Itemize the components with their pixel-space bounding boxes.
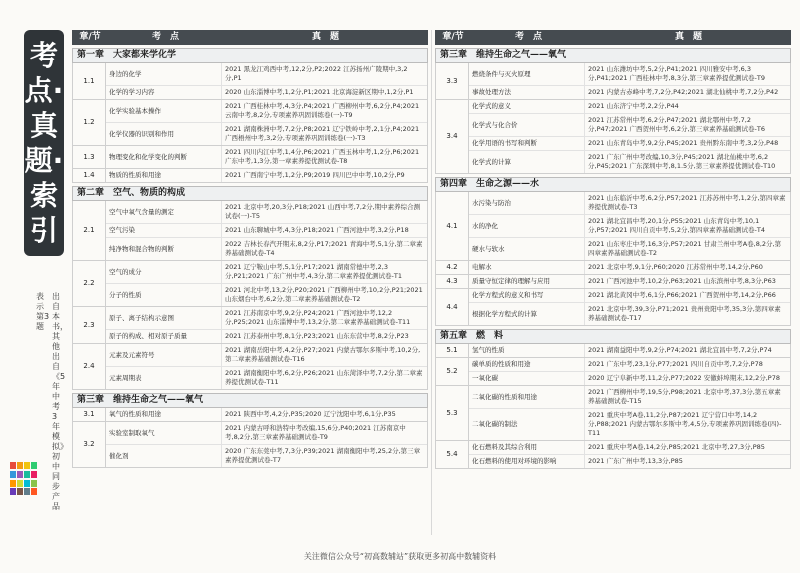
- index-entry: [469, 114, 790, 137]
- exam-question-ref: 2021 黑龙江鸡西中考,12,2分,P2;2022 江苏扬州广陵期中,3,2分,P1: [225, 65, 408, 82]
- section-number: 5.4: [436, 441, 469, 468]
- index-entry: [469, 441, 790, 455]
- color-square: [10, 471, 16, 478]
- knowledge-point: 化石燃料的使用对环境的影响: [469, 455, 585, 468]
- index-entry: [469, 86, 790, 99]
- exam-question-ref: 2020 广东东莞中考,7,3分,P39;2021 湖南衡阳中考,25,2分,第三章素养提优测试卷-T7: [225, 447, 421, 464]
- section-row: [435, 344, 791, 358]
- exam-question-ref: 2021 陕西中考,4,2分,P35;2020 辽宁沈阳中考,6,1分,P35: [225, 410, 396, 418]
- section-row: [435, 441, 791, 469]
- index-entry: [469, 344, 790, 357]
- section-number: 3.1: [73, 408, 106, 421]
- knowledge-point: 二氧化碳的制法: [469, 409, 585, 440]
- exam-question-ref: 2021 辽宁鞍山中考,5,1分,P17;2021 湖南常德中考,2,3分,P21;2021 广东广州中考,4,3分,第二章素养提优测试卷-T1: [225, 263, 402, 280]
- header-questions: 真 题: [674, 32, 702, 42]
- exam-question-ref: 2021 山东聊城中考,4,3分,P18;2021 广西河池中考,3,2分,P18: [225, 226, 409, 234]
- index-entry: [106, 422, 427, 445]
- exam-question-ref: 2021 山东枣庄中考,16,3分,P57;2021 甘肃兰州中考A卷,8,2分,第四章素养基础测试卷-T2: [588, 240, 782, 257]
- index-entry: [469, 386, 790, 409]
- knowledge-point: 催化剂: [106, 445, 222, 467]
- table-header: [435, 30, 791, 45]
- side-spine: [0, 0, 68, 573]
- knowledge-point: 化学仪器的识别和作用: [106, 123, 222, 145]
- section-number: 3.3: [436, 63, 469, 99]
- knowledge-point: 物质的性质和用途: [106, 169, 222, 182]
- index-entry: [106, 238, 427, 260]
- index-entry: [106, 123, 427, 145]
- section-number: 5.1: [436, 344, 469, 357]
- section-row: [435, 100, 791, 174]
- knowledge-point: 化学实验基本操作: [106, 100, 222, 122]
- color-square: [31, 488, 37, 495]
- knowledge-point: 碳单质的性质和用途: [469, 358, 585, 371]
- section-number: 5.2: [436, 358, 469, 385]
- index-entry: [106, 330, 427, 343]
- knowledge-point: 事故处理方法: [469, 86, 585, 99]
- exam-question-ref: 2021 北京中考,39,3分,P71;2021 贵州贵阳中考,35,3分,第四章素养基础测试卷-T17: [588, 305, 781, 322]
- knowledge-point: 空气污染: [106, 224, 222, 237]
- table-header: [72, 30, 428, 45]
- knowledge-point: 化学式与化合价: [469, 114, 585, 136]
- color-square: [24, 471, 30, 478]
- knowledge-point: 化石燃料及其综合利用: [469, 441, 585, 454]
- exam-question-ref: 2020 辽宁阜新中考,11,2分,P77;2022 安徽蚌埠期末,12,2分,P78: [588, 374, 780, 382]
- section-row: [72, 201, 428, 261]
- index-entry: [106, 146, 427, 168]
- section-row: [435, 192, 791, 261]
- index-entry: [106, 445, 427, 467]
- color-square: [24, 480, 30, 487]
- color-square: [10, 480, 16, 487]
- knowledge-point: 化学式的意义: [469, 100, 585, 113]
- section-row: [72, 63, 428, 100]
- section-row: [435, 275, 791, 289]
- knowledge-point: 一氧化碳: [469, 372, 585, 385]
- exam-question-ref: 2021 山东青岛中考,9,2分,P45;2021 贵州黔东南中考,3,2分,P48: [588, 139, 779, 147]
- section-row: [435, 261, 791, 275]
- color-square: [10, 462, 16, 469]
- exam-question-ref: 2022 吉林长春汽开期末,8,2分,P17;2021 青海中考,5,1分,第二章素养基础测试卷-T4: [225, 240, 423, 257]
- index-entry: [106, 344, 427, 367]
- index-entry: [469, 100, 790, 114]
- header-kp: 考 点: [151, 32, 179, 42]
- knowledge-point: 氧气的性质和用途: [106, 408, 222, 421]
- section-number: 2.2: [73, 261, 106, 306]
- exam-question-ref: 2021 江苏泰州中考,8,1分,P23;2021 山东东营中考,8,2分,P23: [225, 332, 409, 340]
- knowledge-point: 化学方程式的意义和书写: [469, 289, 585, 302]
- color-square: [31, 471, 37, 478]
- index-title: 考点·真题·索引: [24, 30, 64, 256]
- index-entry: [106, 63, 427, 86]
- section-row: [72, 100, 428, 146]
- index-entry: [469, 275, 790, 288]
- exam-question-ref: 2021 重庆中考A卷,11,2分,P87;2021 辽宁营口中考,14,2分,P88;2021 内蒙古鄂尔多斯中考,4,5分,专项素养巩固训练卷(四)-T11: [588, 411, 782, 437]
- knowledge-point: 原子的构成、相对原子质量: [106, 330, 222, 343]
- knowledge-point: 分子的性质: [106, 284, 222, 306]
- knowledge-point: 二氧化碳的性质和用途: [469, 386, 585, 408]
- left-column: [72, 30, 428, 468]
- section-row: [72, 169, 428, 183]
- knowledge-point: 空气的成分: [106, 261, 222, 283]
- index-entry: [106, 100, 427, 123]
- section-row: [72, 261, 428, 307]
- section-number: 1.4: [73, 169, 106, 182]
- section-row: [435, 289, 791, 326]
- knowledge-point: 化学用语的书写和判断: [469, 137, 585, 150]
- color-square: [17, 488, 23, 495]
- color-square: [10, 488, 16, 495]
- knowledge-point: 硬水与软水: [469, 238, 585, 260]
- section-number: 4.3: [436, 275, 469, 288]
- exam-question-ref: 2021 湖南衡阳中考,6,2分,P26;2021 山东菏泽中考,7,2分,第二章素养提优测试卷-T11: [225, 369, 423, 386]
- chapter-title: 第二章 空气、物质的构成: [72, 186, 428, 201]
- exam-question-ref: 2021 山东济宁中考,2,2分,P44: [588, 102, 679, 110]
- knowledge-point: 物理变化和化学变化的判断: [106, 146, 222, 168]
- knowledge-point: 燃烧条件与灭火原理: [469, 63, 585, 85]
- exam-question-ref: 2021 广西河池中考,10,2分,P63;2021 山东滨州中考,8,3分,P63: [588, 277, 776, 285]
- index-entry: [106, 408, 427, 421]
- knowledge-point: 水的净化: [469, 215, 585, 237]
- index-entry: [469, 151, 790, 173]
- knowledge-point: 水污染与防治: [469, 192, 585, 214]
- color-square: [17, 471, 23, 478]
- section-row: [72, 307, 428, 344]
- knowledge-point: 根据化学方程式的计算: [469, 303, 585, 325]
- exam-question-ref: 2021 北京中考,20,3分,P18;2021 山西中考,7,2分,期中素养综合测试卷(一)-T5: [225, 203, 421, 220]
- index-entry: [106, 224, 427, 238]
- index-entry: [106, 169, 427, 182]
- section-number: 2.3: [73, 307, 106, 343]
- index-entry: [106, 201, 427, 224]
- exam-question-ref: 2021 四川内江中考,1,4分,P6;2021 广西玉林中考,1,2分,P6;2021 广东中考,1,3分,第一章素养提优测试卷-T8: [225, 148, 420, 165]
- section-number: 3.4: [436, 100, 469, 173]
- exam-question-ref: 2021 湖南益阳中考,9,2分,P74;2021 湖北宜昌中考,7,2分,P74: [588, 346, 772, 354]
- section-number: 5.3: [436, 386, 469, 440]
- index-entry: [469, 303, 790, 325]
- section-row: [72, 422, 428, 468]
- color-square: [24, 488, 30, 495]
- exam-question-ref: 2021 内蒙古呼和浩特中考改编,15,6分,P40;2021 江苏南京中考,8,2分,第三章素养基础测试卷-T9: [225, 424, 406, 441]
- knowledge-point: 电解水: [469, 261, 585, 274]
- exam-question-ref: 2021 湖南株洲中考,7,2分,P8;2021 辽宁铁岭中考,2,1分,P4;2021 广西梧州中考,3,2分,专项素养巩固训练卷(一)-T3: [225, 125, 420, 142]
- color-square: [17, 480, 23, 487]
- color-swatch-logo: [10, 462, 38, 496]
- exam-question-ref: 2020 山东淄博中考,1,2分,P1;2021 北京海淀新区期中,1,2分,P1: [225, 88, 414, 96]
- index-entry: [469, 63, 790, 86]
- knowledge-point: 实验室制取氧气: [106, 422, 222, 444]
- section-row: [435, 63, 791, 100]
- side-note-source: 出自本书，其他出自《5年中考3年模拟》初中同步产品: [52, 292, 68, 511]
- knowledge-point: 原子、离子结构示意图: [106, 307, 222, 329]
- column-divider: [431, 30, 432, 535]
- color-square: [17, 462, 23, 469]
- side-note-mark: 表示第3题: [36, 292, 50, 331]
- footer-note: 关注微信公众号“初高数辅站”获取更多初高中数辅资料: [303, 552, 497, 561]
- exam-question-ref: 2021 北京中考,9,1分,P60;2020 江苏常州中考,14,2分,P60: [588, 263, 763, 271]
- knowledge-point: 纯净物和混合物的判断: [106, 238, 222, 260]
- knowledge-point: 元素周期表: [106, 367, 222, 389]
- header-chapter: 章/节: [442, 32, 464, 42]
- knowledge-point: 元素及元素符号: [106, 344, 222, 366]
- section-row: [72, 146, 428, 169]
- exam-question-ref: 2021 江苏常州中考,6,2分,P47;2021 湖北鄂州中考,7,2分,P47;2021 广西贺州中考,6,2分,第三章素养基础测试卷-T6: [588, 116, 765, 133]
- section-number: 2.1: [73, 201, 106, 260]
- knowledge-point: 身边的化学: [106, 63, 222, 85]
- exam-question-ref: 2021 湖北黄冈中考,6,1分,P66;2021 广西贺州中考,14,2分,P66: [588, 291, 776, 299]
- index-entry: [469, 215, 790, 238]
- exam-question-ref: 2021 内蒙古赤峰中考,7,2分,P42;2021 湖北仙桃中考,7,2分,P42: [588, 88, 779, 96]
- section-number: 1.3: [73, 146, 106, 168]
- exam-question-ref: 2021 湖南岳阳中考,4,2分,P27;2021 内蒙古鄂尔多斯中考,10,2分,第二章素养基础测试卷-T16: [225, 346, 421, 363]
- index-entry: [106, 307, 427, 330]
- index-entry: [106, 284, 427, 306]
- section-number: 4.1: [436, 192, 469, 260]
- section-row: [435, 358, 791, 386]
- index-entry: [469, 455, 790, 468]
- color-square: [31, 462, 37, 469]
- knowledge-point: 质量守恒定律的理解与应用: [469, 275, 585, 288]
- header-chapter: 章/节: [79, 32, 101, 42]
- section-row: [72, 408, 428, 422]
- section-number: 1.1: [73, 63, 106, 99]
- exam-question-ref: 2021 广西柳州中考,19,5分,P98;2021 北京中考,37,3分,第五章素养基础测试卷-T15: [588, 388, 781, 405]
- color-square: [31, 480, 37, 487]
- index-entry: [106, 261, 427, 284]
- exam-question-ref: 2021 广东中考,23,1分,P77;2021 四川自贡中考,7,2分,P78: [588, 360, 763, 368]
- header-questions: 真 题: [311, 32, 339, 42]
- exam-question-ref: 2021 湖北宜昌中考,20,1分,P55;2021 山东青岛中考,10,1分,P57;2021 四川自贡中考,5,2分,第四章素养基础测试卷-T4: [588, 217, 765, 234]
- index-entry: [469, 238, 790, 260]
- exam-question-ref: 2021 广西桂林中考,4,3分,P4;2021 广西柳州中考,6,2分,P4;2021 云南中考,8,2分,专项素养巩固训练卷(一)-T9: [225, 102, 420, 119]
- exam-question-ref: 2021 山东临沂中考,6,2分,P57;2021 江苏苏州中考,1,2分,第四章素养提优测试卷-T3: [588, 194, 786, 211]
- chapter-title: 第四章 生命之源——水: [435, 177, 791, 192]
- index-entry: [106, 86, 427, 99]
- index-entry: [469, 289, 790, 303]
- chapter-title: 第一章 大家都来学化学: [72, 48, 428, 63]
- exam-question-ref: 2021 江苏南京中考,9,2分,P24;2021 广西河池中考,12,2分,P25;2021 山东淄博中考,13,2分,第二章素养基础测试卷-T11: [225, 309, 411, 326]
- exam-question-ref: 2021 重庆中考A卷,14,2分,P85;2021 北京中考,27,3分,P85: [588, 443, 765, 451]
- chapter-title: 第三章 维持生命之气——氧气: [435, 48, 791, 63]
- exam-question-ref: 2021 河北中考,13,2分,P20;2021 广西柳州中考,10,2分,P21;2021 山东烟台中考,6,2分,第二章素养基础测试卷-T2: [225, 286, 423, 303]
- section-number: 4.4: [436, 289, 469, 325]
- index-entry: [469, 192, 790, 215]
- section-number: 4.2: [436, 261, 469, 274]
- right-column: [435, 30, 791, 469]
- header-kp: 考 点: [514, 32, 542, 42]
- knowledge-point: 化学的学习内容: [106, 86, 222, 99]
- chapter-title: 第三章 维持生命之气——氧气: [72, 393, 428, 408]
- chapter-title: 第五章 燃 料: [435, 329, 791, 344]
- index-entry: [469, 372, 790, 385]
- knowledge-point: 空气中氧气含量的测定: [106, 201, 222, 223]
- exam-question-ref: 2021 广西南宁中考,1,2分,P9;2019 四川巴中中考,10,2分,P9: [225, 171, 405, 179]
- section-row: [435, 386, 791, 441]
- color-square: [24, 462, 30, 469]
- knowledge-point: 氢气的性质: [469, 344, 585, 357]
- exam-question-ref: 2021 广东广州中考改编,10,3分,P45;2021 湖北仙桃中考,6,2分,P45;2021 广东深圳中考,8,1.5分,第三章素养提优测试卷-T10: [588, 153, 776, 170]
- index-entry: [469, 261, 790, 274]
- index-entry: [106, 367, 427, 389]
- exam-question-ref: 2021 山东潍坊中考,5,2分,P41;2021 四川雅安中考,6,3分,P41;2021 广西桂林中考,8,3分,第三章素养提优测试卷-T9: [588, 65, 765, 82]
- section-number: 2.4: [73, 344, 106, 389]
- exam-question-ref: 2021 广东广州中考,13,3分,P85: [588, 457, 683, 465]
- index-entry: [469, 137, 790, 151]
- section-number: 3.2: [73, 422, 106, 467]
- index-entry: [469, 409, 790, 440]
- index-entry: [469, 358, 790, 372]
- section-row: [72, 344, 428, 390]
- section-number: 1.2: [73, 100, 106, 145]
- knowledge-point: 化学式的计算: [469, 151, 585, 173]
